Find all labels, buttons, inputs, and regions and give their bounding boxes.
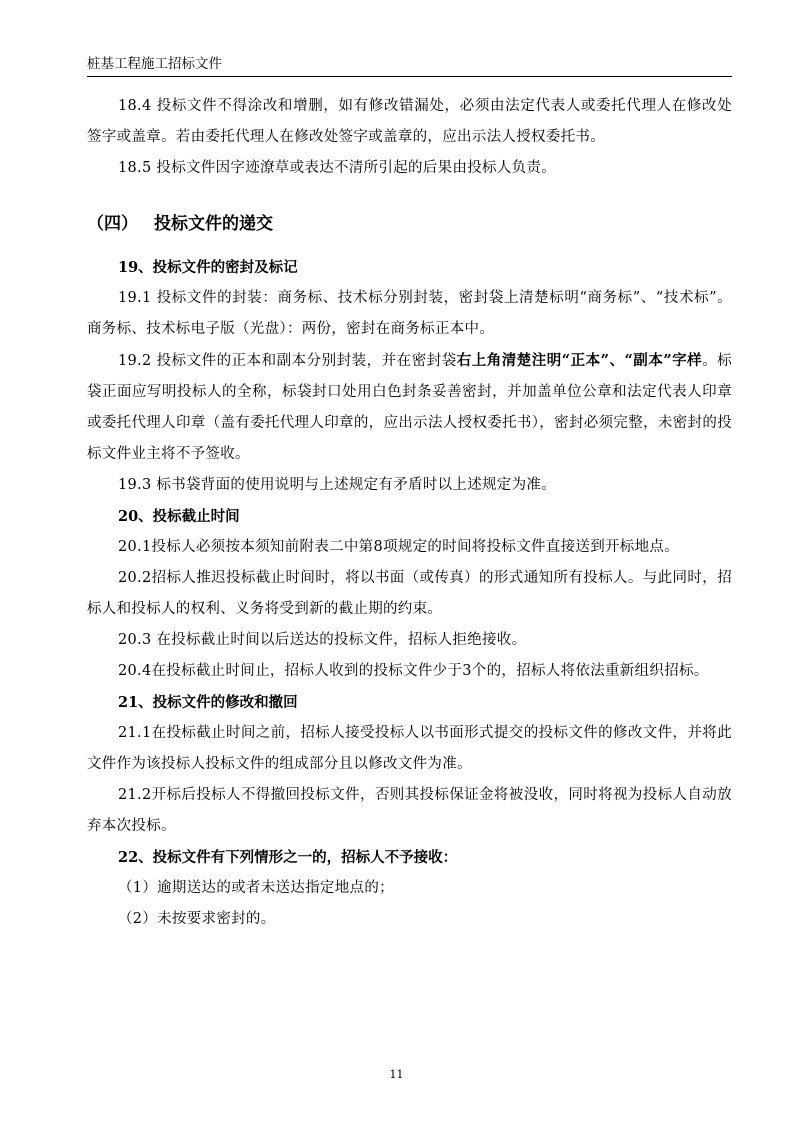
section-title: 投标文件的递交	[154, 214, 273, 234]
list-item: （1）逾期送达的或者未送达指定地点的；	[118, 880, 394, 896]
list-item: （2）未按要求密封的。	[118, 911, 276, 927]
paragraph-19-2-pre: 19.2 投标文件的正本和副本分别封装，并在密封袋	[118, 353, 457, 369]
paragraph-19-2-bold: 右上角清楚注明“正本”、“副本”字样	[456, 352, 703, 369]
subheading-19: 19、投标文件的密封及标记	[118, 259, 298, 276]
paragraph-18-5: 18.5 投标文件因字迹潦草或表达不清所引起的后果由投标人负责。	[118, 160, 556, 176]
paragraph-19-2-post: 。标袋正面应写明投标人的全称，标袋封口处用白色封条妥善密封，并加盖单位公章和法定代表人印章或委托代理人印章（盖有委托代理人印章的，应出示法人授权委托书），密封必须完整，未密封的投标文件业主将不予签收。	[87, 353, 732, 462]
section-number: （四）	[87, 214, 138, 234]
paragraph-19-3: 19.3 标书袋背面的使用说明与上述规定有矛盾时以上述规定为准。	[118, 477, 556, 493]
document-body	[87, 91, 732, 935]
section-heading	[87, 209, 732, 239]
paragraph-19-1: 19.1 投标文件的封装：商务标、技术标分别封装，密封袋上清楚标明“商务标”、“技术标”。 商务标、技术标电子版（光盘）：两份，密封在商务标正本中。	[87, 290, 732, 337]
paragraph-18-4: 18.4 投标文件不得涂改和增删，如有修改错漏处，必须由法定代表人或委托代理人在修改处签字或盖章。若由委托代理人在修改处签字或盖章的，应出示法人授权委托书。	[87, 98, 732, 145]
paragraph-20-4: 20.4在投标截止时间止，招标人收到的投标文件少于3个的，招标人将依法重新组织招标。	[118, 663, 709, 679]
page-header	[87, 52, 732, 77]
subheading-22: 22、投标文件有下列情形之一的，招标人不予接收：	[118, 849, 458, 866]
paragraph-21-2: 21.2开标后投标人不得撤回投标文件，否则其投标保证金将被没收，同时将视为投标人自动放弃本次投标。	[87, 787, 732, 834]
paragraph-19-2	[87, 345, 732, 470]
subheading-21: 21、投标文件的修改和撤回	[118, 694, 298, 711]
paragraph-20-1: 20.1投标人必须按本须知前附表二中第8项规定的时间将投标文件直接送到开标地点。	[118, 539, 680, 555]
paragraph-20-2: 20.2招标人推迟投标截止时间时，将以书面（或传真）的形式通知所有投标人。与此同时，招标人和投标人的权利、义务将受到新的截止期的约束。	[87, 570, 732, 617]
paragraph-20-3: 20.3 在投标截止时间以后送达的投标文件，招标人拒绝接收。	[118, 632, 527, 648]
subheading-20: 20、投标截止时间	[118, 508, 240, 525]
page-number: 11	[389, 1068, 404, 1081]
header-title: 桩基工程施工招标文件	[87, 56, 222, 72]
paragraph-21-1: 21.1在投标截止时间之前，招标人接受投标人以书面形式提交的投标文件的修改文件，并将此文件作为该投标人投标文件的组成部分且以修改文件为准。	[87, 725, 732, 772]
